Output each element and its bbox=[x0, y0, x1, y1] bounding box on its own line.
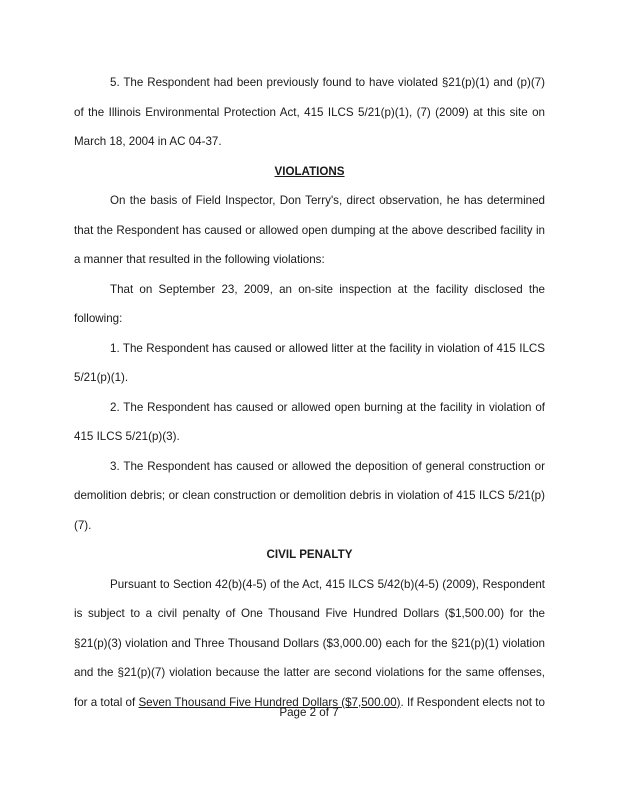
paragraph-prior-violation: 5. The Respondent had been previously found to have violated §21(p)(1) and (p)(7) of the Illinois Environmental Protection Act, 415 ILCS 5/21(p)(1), (7) (2009) at this site on March 18, 2004 in AC 04-37. bbox=[74, 76, 545, 148]
paragraph-violation-litter: 1. The Respondent has caused or allowed litter at the facility in violation of 415 ILCS 5/21(p)(1). bbox=[74, 341, 545, 384]
penalty-text-part1: Pursuant to Section 42(b)(4-5) of the Act, 415 ILCS 5/42(b)(4-5) (2009), Respondent is subject to a civil penalty of One Thousand Five Hundred Dollars ($1,500.00) for the §21(p)(3) violation and Three Thousand Dollars ($3,000.00) each for the §21(p)(1) violation and the §21(p)(7) violation because the latter are second violations for the same offenses, for a total of bbox=[74, 577, 545, 709]
heading-civil-penalty: CIVIL PENALTY bbox=[266, 548, 353, 561]
paragraph-violation-debris: 3. The Respondent has caused or allowed the deposition of general construction or demolition debris; or clean construction or demolition debris in violation of 415 ILCS 5/21(p)(7). bbox=[74, 459, 545, 532]
heading-violations: VIOLATIONS bbox=[274, 164, 345, 178]
page-number: Page 2 of 7 bbox=[279, 706, 339, 719]
paragraph-field-inspector-basis: On the basis of Field Inspector, Don Terry's, direct observation, he has determined that the Respondent has caused or allowed open dumping at the above described facility in a manner that resulted in the following violations: bbox=[74, 194, 545, 266]
paragraph-civil-penalty bbox=[74, 570, 545, 718]
penalty-text-part2: . If Respondent elects not to bbox=[400, 695, 545, 709]
paragraph-violation-open-burning: 2. The Respondent has caused or allowed open burning at the facility in violation of 415 ILCS 5/21(p)(3). bbox=[74, 400, 545, 443]
penalty-total-amount: Seven Thousand Five Hundred Dollars ($7,500.00) bbox=[138, 695, 401, 709]
paragraph-inspection-date: That on September 23, 2009, an on-site inspection at the facility disclosed the following: bbox=[74, 282, 545, 325]
document-body bbox=[74, 68, 545, 717]
